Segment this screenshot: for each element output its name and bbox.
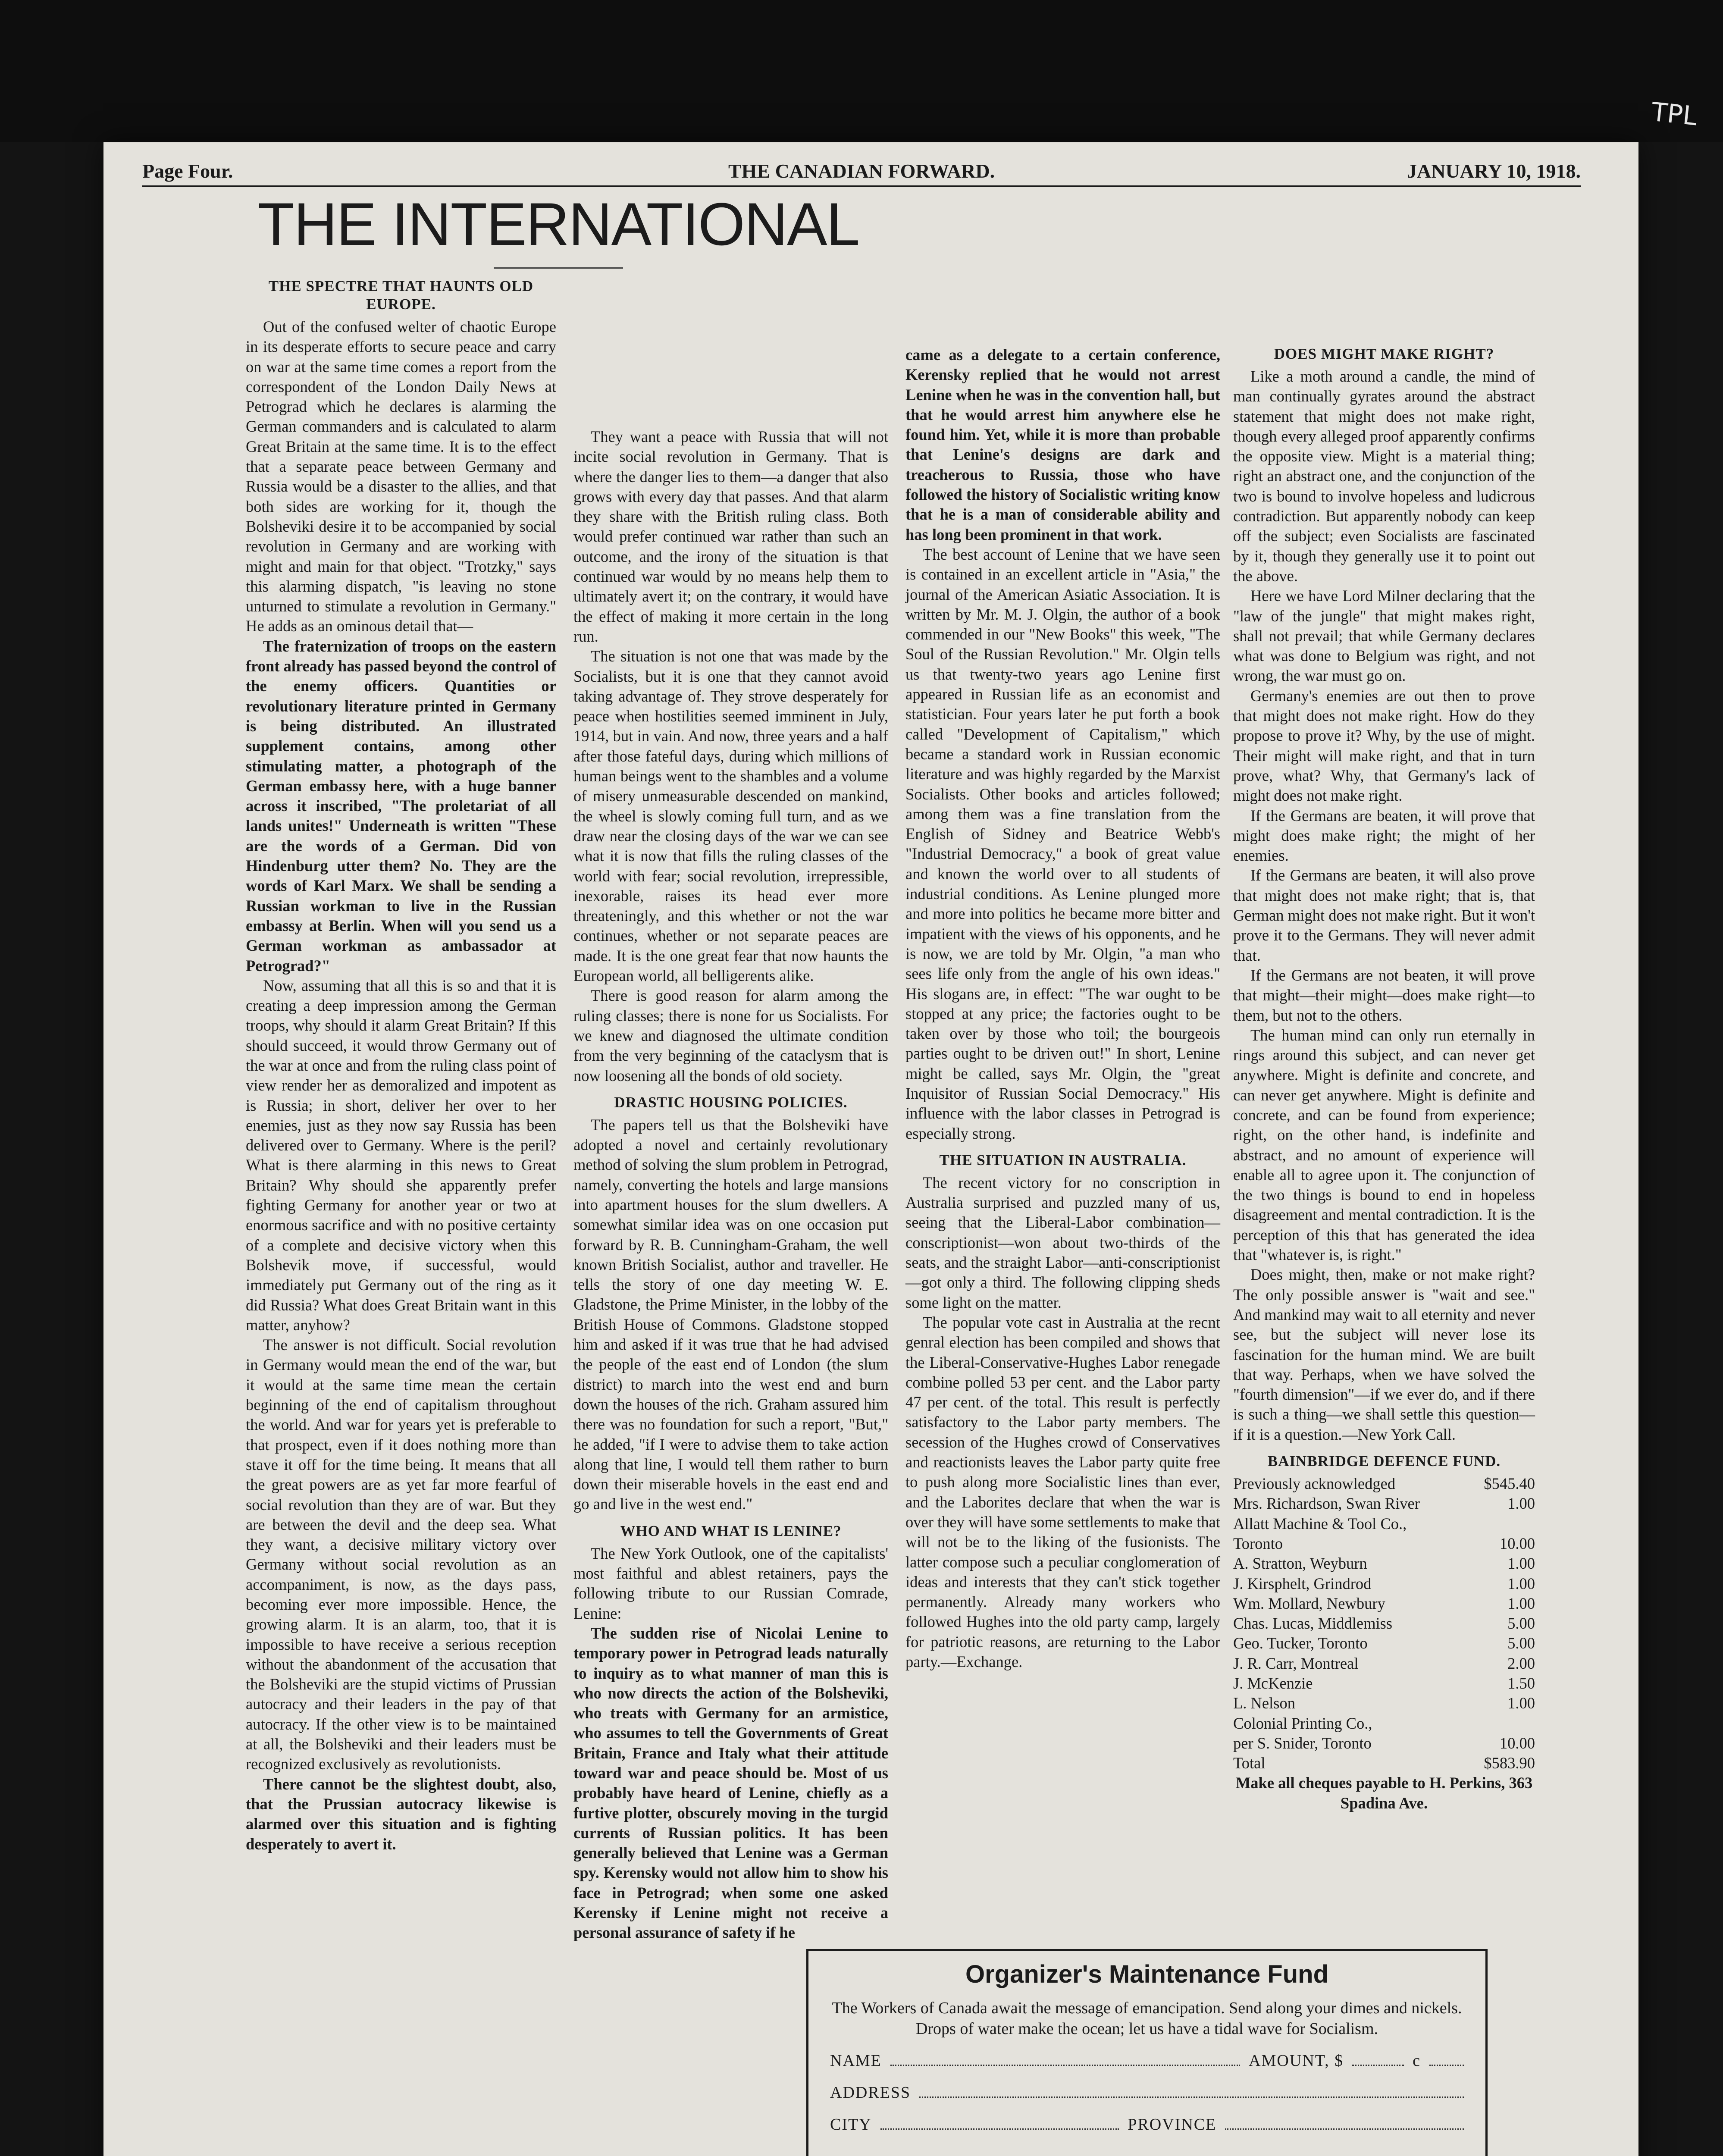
defence-fund-list bbox=[1233, 1474, 1535, 1773]
divider bbox=[494, 267, 623, 269]
fund-donor: Toronto bbox=[1233, 1534, 1283, 1552]
name-label: NAME bbox=[830, 2052, 882, 2070]
article-paragraph: There cannot be the slightest doubt, also, that the Prussian autocracy likewise is alarmed over this situation and is fighting desperately to avert it. bbox=[246, 1775, 556, 1853]
newspaper-name: THE CANADIAN FORWARD. bbox=[728, 160, 995, 182]
fund-row bbox=[1233, 1554, 1535, 1573]
fund-donor: Colonial Printing Co., bbox=[1233, 1714, 1372, 1732]
form-row-name bbox=[830, 2050, 1464, 2071]
fund-donor: Geo. Tucker, Toronto bbox=[1233, 1634, 1368, 1652]
fund-amount: 10.00 bbox=[1499, 1734, 1535, 1752]
page-number: Page Four. bbox=[142, 160, 233, 182]
form-row-city bbox=[830, 2114, 1464, 2135]
header-rule bbox=[142, 185, 1581, 187]
province-field[interactable] bbox=[1225, 2115, 1464, 2130]
article-paragraph: If the Germans are beaten, it will also prove that might does not make right; that is, that German might does not make right. But it won't prove it to the Germans. They will never admit that. bbox=[1233, 866, 1535, 964]
fund-row bbox=[1233, 1693, 1535, 1713]
film-border bbox=[0, 0, 1723, 142]
column-3 bbox=[905, 345, 1220, 1672]
article-heading: WHO AND WHAT IS LENINE? bbox=[620, 1522, 842, 1539]
fund-donor: J. McKenzie bbox=[1233, 1674, 1313, 1692]
article-paragraph: They want a peace with Russia that will not incite social revolution in Germany. That is where the danger lies to them—a danger that also grows with every day that passes. And that alarm they share with the British ruling class. Both would prefer continued war rather than such an outcome, and the irony of the situation is that continued war would by no means help them to ultimately avert it; on the contrary, it would have the effect of making it more certain in the long run. bbox=[573, 428, 888, 645]
city-label: CITY bbox=[830, 2115, 872, 2134]
fund-row bbox=[1233, 1753, 1535, 1773]
article-heading: DOES MIGHT MAKE RIGHT? bbox=[1274, 345, 1494, 362]
issue-date: JANUARY 10, 1918. bbox=[1407, 160, 1581, 182]
fund-amount: 1.50 bbox=[1507, 1674, 1535, 1692]
article-paragraph: The answer is not difficult. Social revolution in Germany would mean the end of the war, but it would at the same time mean the certain beginning of the end of capitalism throughout the world. And war for years yet is preferable to that prospect, even if it does nothing more than stave it off for the time being. It means that all the great powers are as yet far more fearful of social revolution than they are of war. But they are between the devil and the deep sea. What they want, a decisive military victory over Germany without social revolution as an accompaniment, is now, as the days pass, becoming ever more impossible. Hence, the growing alarm. It is an alarm, too, that it is impossible to have receive a serious reception without the abandonment of the accusation that the Bolsheviki are the stupid victims of Prussian autocracy and their leaders in the pay of that autocracy. If the other view is to be maintained at all, the Bolsheviki and their leaders must be recognized exclusively as revolutionists. bbox=[246, 1336, 556, 1773]
column-4 bbox=[1233, 345, 1535, 1813]
fund-row bbox=[1233, 1474, 1535, 1494]
article-paragraph: If the Germans are not beaten, it will prove that might—their might—does make right—to them, but not to the others. bbox=[1233, 966, 1535, 1024]
article-paragraph: The papers tell us that the Bolsheviki have adopted a novel and certainly revolutionary method of solving the slum problem in Petrograd, namely, converting the hotels and large mansions into apartment houses for the slum dwellers. A somewhat similar idea was on one occasion put forward by R. B. Cunningham-Graham, the well known British Socialist, author and traveller. He tells the story of one day meeting W. E. Gladstone, the Prime Minister, in the lobby of the British House of Commons. Gladstone stopped him and asked if it was true that he had advised the people of the east end of London (the slum district) to march into the west end and burn down the houses of the rich. Graham assured him there was no foundation for such a report, "But," he added, "if I were to advise them to take action along that line, I would tell them rather to burn down their miserable hovels in the east end and go and live in the west end." bbox=[573, 1116, 888, 1513]
fund-payment-note: Make all cheques payable to H. Perkins, 363 Spadina Ave. bbox=[1235, 1774, 1533, 1812]
fund-amount: 10.00 bbox=[1499, 1534, 1535, 1552]
article-paragraph: Now, assuming that all this is so and that it is creating a deep impression among the German troops, why should it alarm Great Britain? If this should succeed, it would throw Germany out of the war at once and from the ruling class point of view render her as demoralized and impotent as is Russia; in short, deliver her over to her enemies, just as they now say Russia has been delivered over to Germany. Where is the peril? What is there alarming in this news to Great Britain? Why should she apparently prefer fighting Germany for another year or two at enormous sacrifice and with no positive certainty of a complete and decisive victory when this Bolshevik move, if successful, would immediately put Germany out of the ring as it did Russia? What does Great Britain want in this matter, anyhow? bbox=[246, 976, 556, 1334]
maintenance-fund-title: Organizer's Maintenance Fund bbox=[965, 1960, 1329, 1988]
fund-amount: 1.00 bbox=[1507, 1495, 1535, 1513]
margin-note: TPL bbox=[1650, 97, 1699, 132]
fund-donor: A. Stratton, Weyburn bbox=[1233, 1554, 1367, 1573]
article-paragraph: Does might, then, make or not make right? The only possible answer is "wait and see." And mankind may wait to all eternity and never see, but the subject will never lose its fascination for the human mind. We are built that way. Perhaps, when we have solved the "fourth dimension"—if we ever do, and if there is such a thing—we shall settle this question—if it is a question.—New York Call. bbox=[1233, 1266, 1535, 1443]
article-paragraph: Germany's enemies are out then to prove that might does not make right. How do they propose to prove it? Why, by the use of might. Their might will make right, and that in turn prove, what? Why, that Germany's lack of might does not make right. bbox=[1233, 686, 1535, 805]
column-1-text bbox=[246, 277, 556, 1854]
fund-row bbox=[1233, 1673, 1535, 1693]
cents-field[interactable] bbox=[1429, 2052, 1464, 2066]
fund-row bbox=[1233, 1714, 1535, 1733]
article-heading: THE SPECTRE THAT HAUNTS OLD EUROPE. bbox=[268, 278, 534, 313]
article-paragraph: The human mind can only run eternally in rings around this subject, and can never get anywhere. Might is definite and concrete, and can never get anywhere. Might is definite and concrete, and can be found from experience; right, on the other hand, is indefinite and abstract, and no amount of experience will enable all to agree upon it. The conjunction of the two things is bound to end in hopeless disagreement and mental contradiction. It is the perception of this that has generated the idea that "whatever is, is right." bbox=[1233, 1026, 1535, 1264]
article-paragraph: The best account of Lenine that we have seen is contained in an excellent article in "Asia," the journal of the American Asiatic Association. It is written by Mr. M. J. Olgin, the author of a book commended in our "New Books" this week, "The Soul of the Russian Revolution." Mr. Olgin tells us that twenty-two years ago Lenine first appeared in Russian life as an economist and statistician. Four years later he put forth a book called "Development of Capitalism," which became a standard work in Russian economic literature and was highly regarded by the Marxist Socialists. Other books and articles followed; among them was a fine translation from the English of Sidney and Beatrice Webb's "Industrial Democracy," a book of great value and known the world over to all students of industrial conditions. As Lenine plunged more and more into politics he became more bitter and impatient with the views of his opponents, and he is now, we are told by Mr. Olgin, "a man who sees life only from the angle of his own ideas." His slogans are, in effect: "The war ought to be stopped at any price; the factories ought to be taken over by those who toil; the bourgeois parties ought to be driven out!" In short, Lenine might be called, says Mr. Olgin, the "great Inquisitor of Russian Social Democracy." His influence with the labor classes in Petrograd is especially strong. bbox=[905, 545, 1220, 1142]
article-paragraph: If the Germans are beaten, it will prove that might does make right; the might of her enemies. bbox=[1233, 806, 1535, 865]
fund-amount: 5.00 bbox=[1507, 1634, 1535, 1652]
article-paragraph: Like a moth around a candle, the mind of man continually gyrates around the abstract statement that might does not make right, though every alleged proof apparently confirms the opposite view. Might is a material thing; right an abstract one, and the conjunction of the two is bound to involve hopeless and ludicrous contradiction. But apparently nobody can keep off the subject; even Socialists are fascinated by it, though they generally use it to point out the above. bbox=[1233, 367, 1535, 585]
article-paragraph: Out of the confused welter of chaotic Europe in its desperate efforts to secure peace and carry on war at the same time comes a report from the correspondent of the London Daily News at Petrograd which he declares is alarming the German commanders and is calculated to alarm Great Britain at the same time. It is to the effect that a separate peace between Germany and Russia would be a disaster to the allies, and that both sides are working for it, though the Bolsheviki desire it to be accompanied by social revolution in Germany and are working with might and main for that object. "Trotzky," says this alarming dispatch, "is leaving no stone unturned to stimulate a revolution in Germany." He adds as an ominous detail that— bbox=[246, 318, 556, 635]
name-field[interactable] bbox=[890, 2052, 1240, 2066]
fund-row bbox=[1233, 1514, 1535, 1534]
section-masthead: THE INTERNATIONAL bbox=[257, 190, 859, 258]
fund-row bbox=[1233, 1494, 1535, 1514]
page-header bbox=[142, 160, 1581, 185]
article-paragraph: The popular vote cast in Australia at the recnt genral election has been compiled and shows that the Liberal-Conservative-Hughes Labor renegade combine polled 53 per cent. and the Labor party 47 per cent. of the total. This result is perfectly satisfactory to the Labor party members. The secession of the Hughes crowd of Conservatives and reactionists leaves the Labor party quite free to push along more Socialistic lines than ever, and the Laborites declare that when the war is over they will have some settlements to make that will not be to the liking of the fusionists. The latter compose such a peculiar conglomeration of ideas and interests that they can't stick together permanently. Already many workers who followed Hughes into the old party camp, largely for patriotic reasons, are returning to the Labor party.—Exchange. bbox=[905, 1313, 1220, 1670]
fund-amount: 1.00 bbox=[1507, 1694, 1535, 1712]
fund-row bbox=[1233, 1654, 1535, 1673]
article-paragraph: The situation is not one that was made by the Socialists, but it is one that they cannot avoid taking advantage of. They strove desperately for peace when hostilities seemed imminent in July, 1914, but in vain. And now, three years and a half after those fateful days, during which millions of human beings went to the shambles and a volume of misery unmeasurable descended on mankind, the wheel is slowly coming full turn, and as we draw near the closing days of the war we can see what it is now that fills the ruling classes of the world with fear; social revolution, irrepressible, inexorable, raises its head ever more threateningly, and this whether or not the war continues, whether or not separate peaces are made. It is the one great fear that now haunts the European world, all belligerents alike. bbox=[573, 647, 888, 985]
fund-amount: 2.00 bbox=[1507, 1654, 1535, 1672]
fund-amount: 5.00 bbox=[1507, 1614, 1535, 1633]
article-heading: BAINBRIDGE DEFENCE FUND. bbox=[1267, 1453, 1501, 1470]
maintenance-fund-message: The Workers of Canada await the message of emancipation. Send along your dimes and nickels. Drops of water make the ocean; let us have a tidal wave for Socialism. bbox=[832, 1999, 1462, 2038]
fund-donor: J. R. Carr, Montreal bbox=[1233, 1654, 1359, 1672]
amount-label: AMOUNT, $ bbox=[1249, 2052, 1344, 2070]
fund-row bbox=[1233, 1733, 1535, 1753]
article-paragraph: Here we have Lord Milner declaring that the "law of the jungle" that might makes right, shall not prevail; that while Germany declares what was done to Belgium was right, and not wrong, the war must go on. bbox=[1233, 587, 1535, 685]
city-field[interactable] bbox=[880, 2115, 1119, 2130]
article-paragraph: The recent victory for no conscription in Australia surprised and puzzled many of us, seeing that the Liberal-Labor combination—conscriptionist—won about two-thirds of the seats, and the straight Labor—anti-conscriptionist—got only a third. The following clipping sheds some light on the matter. bbox=[905, 1173, 1220, 1311]
fund-donor: L. Nelson bbox=[1233, 1694, 1295, 1712]
fund-donor: Wm. Mollard, Newbury bbox=[1233, 1594, 1385, 1612]
address-field[interactable] bbox=[919, 2084, 1464, 2098]
fund-donor: per S. Snider, Toronto bbox=[1233, 1734, 1372, 1752]
article-heading: DRASTIC HOUSING POLICIES. bbox=[614, 1094, 848, 1111]
article-paragraph: came as a delegate to a certain conference, Kerensky replied that he would not arrest Lenine when he was in the convention hall, but that he would arrest him anywhere else he found him. Yet, while it is more than probable that Lenine's designs are dark and treacherous to Russia, those who have followed the history of Socialistic writing know that he is a man of considerable ability and has long been prominent in that work. bbox=[905, 346, 1220, 543]
article-heading: THE SITUATION IN AUSTRALIA. bbox=[939, 1151, 1187, 1169]
fund-row bbox=[1233, 1594, 1535, 1614]
fund-donor: Previously acknowledged bbox=[1233, 1475, 1396, 1493]
cents-label: c bbox=[1413, 2052, 1421, 2070]
fund-donor: Allatt Machine & Tool Co., bbox=[1233, 1514, 1407, 1532]
fund-donor: Total bbox=[1233, 1754, 1266, 1772]
fund-row bbox=[1233, 1534, 1535, 1554]
fund-amount: $583.90 bbox=[1484, 1754, 1535, 1772]
article-paragraph: The fraternization of troops on the eastern front already has passed beyond the control of the enemy officers. Quantities or revolutionary literature printed in Germany is being distributed. An illustrated supplement contains, among other stimulating matter, a photograph of the German embassy here, with a huge banner across it inscribed, "The proletariat of all lands unites!" Underneath is written "These are the words of a German. Did von Hindenburg utter them? No. They are the words of Karl Marx. We shall be sending a Russian workman to live in the Russian embassy at Berlin. When will you send us a German workman as ambassador at Petrograd?" bbox=[246, 637, 556, 975]
article-paragraph: The sudden rise of Nicolai Lenine to temporary power in Petrograd leads naturally to inquiry as to what manner of man this is who now directs the action of the Bolsheviki, who treats with Germany for an armistice, who assumes to tell the Governments of Great Britain, France and Italy what their attitude toward war and peace should be. Most of us probably have heard of Lenine, chiefly as a furtive plotter, obscurely moving in the turgid currents of Russian politics. It has been generally believed that Lenine was a German spy. Kerensky would not allow him to show his face in Petrograd; when some one asked Kerensky if Lenine might not receive a personal assurance of safety if he bbox=[573, 1624, 888, 1942]
amount-field[interactable] bbox=[1352, 2052, 1404, 2066]
maintenance-fund-box bbox=[806, 1949, 1488, 2156]
fund-donor: Chas. Lucas, Middlemiss bbox=[1233, 1614, 1393, 1633]
fund-amount: 1.00 bbox=[1507, 1574, 1535, 1592]
article-paragraph: There is good reason for alarm among the ruling classes; there is none for us Socialists. For we knew and diagnosed the ultimate condition from the very beginning of the cataclysm that is now loosening all the bonds of old society. bbox=[573, 987, 888, 1084]
fund-amount: $545.40 bbox=[1484, 1475, 1535, 1493]
fund-row bbox=[1233, 1614, 1535, 1633]
fund-row bbox=[1233, 1633, 1535, 1653]
article-paragraph: The New York Outlook, one of the capitalists' most faithful and ablest retainers, pays the following tribute to our Russian Comrade, Lenine: bbox=[573, 1544, 888, 1622]
address-label: ADDRESS bbox=[830, 2084, 911, 2102]
column-2 bbox=[573, 427, 888, 1943]
fund-row bbox=[1233, 1574, 1535, 1594]
fund-amount: 1.00 bbox=[1507, 1594, 1535, 1612]
province-label: PROVINCE bbox=[1128, 2115, 1217, 2134]
fund-donor: J. Kirsphelt, Grindrod bbox=[1233, 1574, 1372, 1592]
fund-amount: 1.00 bbox=[1507, 1554, 1535, 1573]
form-row-address bbox=[830, 2082, 1464, 2103]
fund-donor: Mrs. Richardson, Swan River bbox=[1233, 1495, 1420, 1513]
